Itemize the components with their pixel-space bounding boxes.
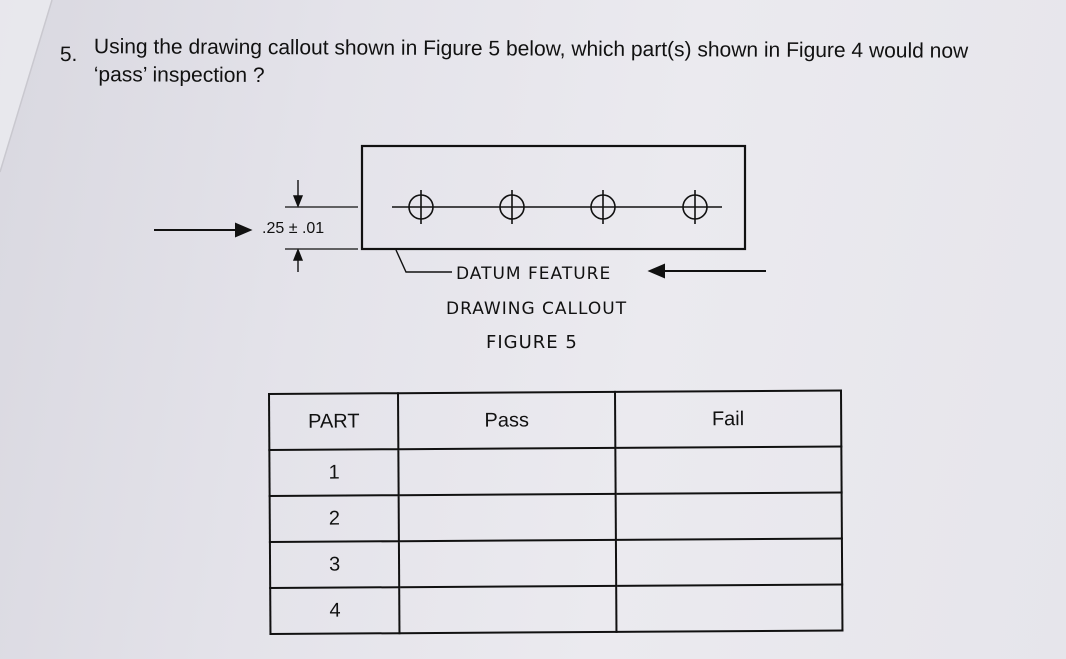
datum-leader-line [396,250,452,272]
left-pointer-arrow [154,224,250,236]
figure-caption: FIGURE 5 [486,332,578,353]
row-part-number: 4 [270,587,400,634]
row-pass-cell[interactable] [399,494,616,541]
drawing-callout-label: DRAWING CALLOUT [446,299,628,319]
header-fail: Fail [615,390,842,447]
dimension-value [262,220,324,238]
table-row [270,538,842,587]
question-number: 5. [59,42,78,67]
results-table [268,389,843,635]
row-fail-cell[interactable] [616,538,843,585]
row-pass-cell[interactable] [399,586,616,633]
right-pointer-arrow [650,265,766,277]
dimension-tolerance: .01 [301,220,325,237]
tolerance-symbol: ± [288,220,298,237]
results-table-wrap [268,389,843,633]
table-row [270,584,842,633]
row-pass-cell[interactable] [399,540,616,587]
table-row [270,492,842,541]
table-row [269,446,841,495]
row-pass-cell[interactable] [399,448,616,495]
header-pass: Pass [398,392,615,449]
table-header-row [269,390,841,449]
row-part-number: 1 [269,449,399,496]
row-fail-cell[interactable] [615,492,842,539]
row-part-number: 3 [270,541,400,588]
dimension-nominal: .25 [262,220,285,237]
row-fail-cell[interactable] [616,584,843,631]
question-line-2: ‘pass’ inspection ? [93,63,265,88]
row-part-number: 2 [270,495,400,542]
datum-feature-label: DATUM FEATURE [456,264,612,284]
row-fail-cell[interactable] [615,446,842,493]
question-line-1: Using the drawing callout shown in Figure 5 below, which part(s) shown in Figure 4 would now [93,35,969,63]
header-part: PART [269,393,399,450]
